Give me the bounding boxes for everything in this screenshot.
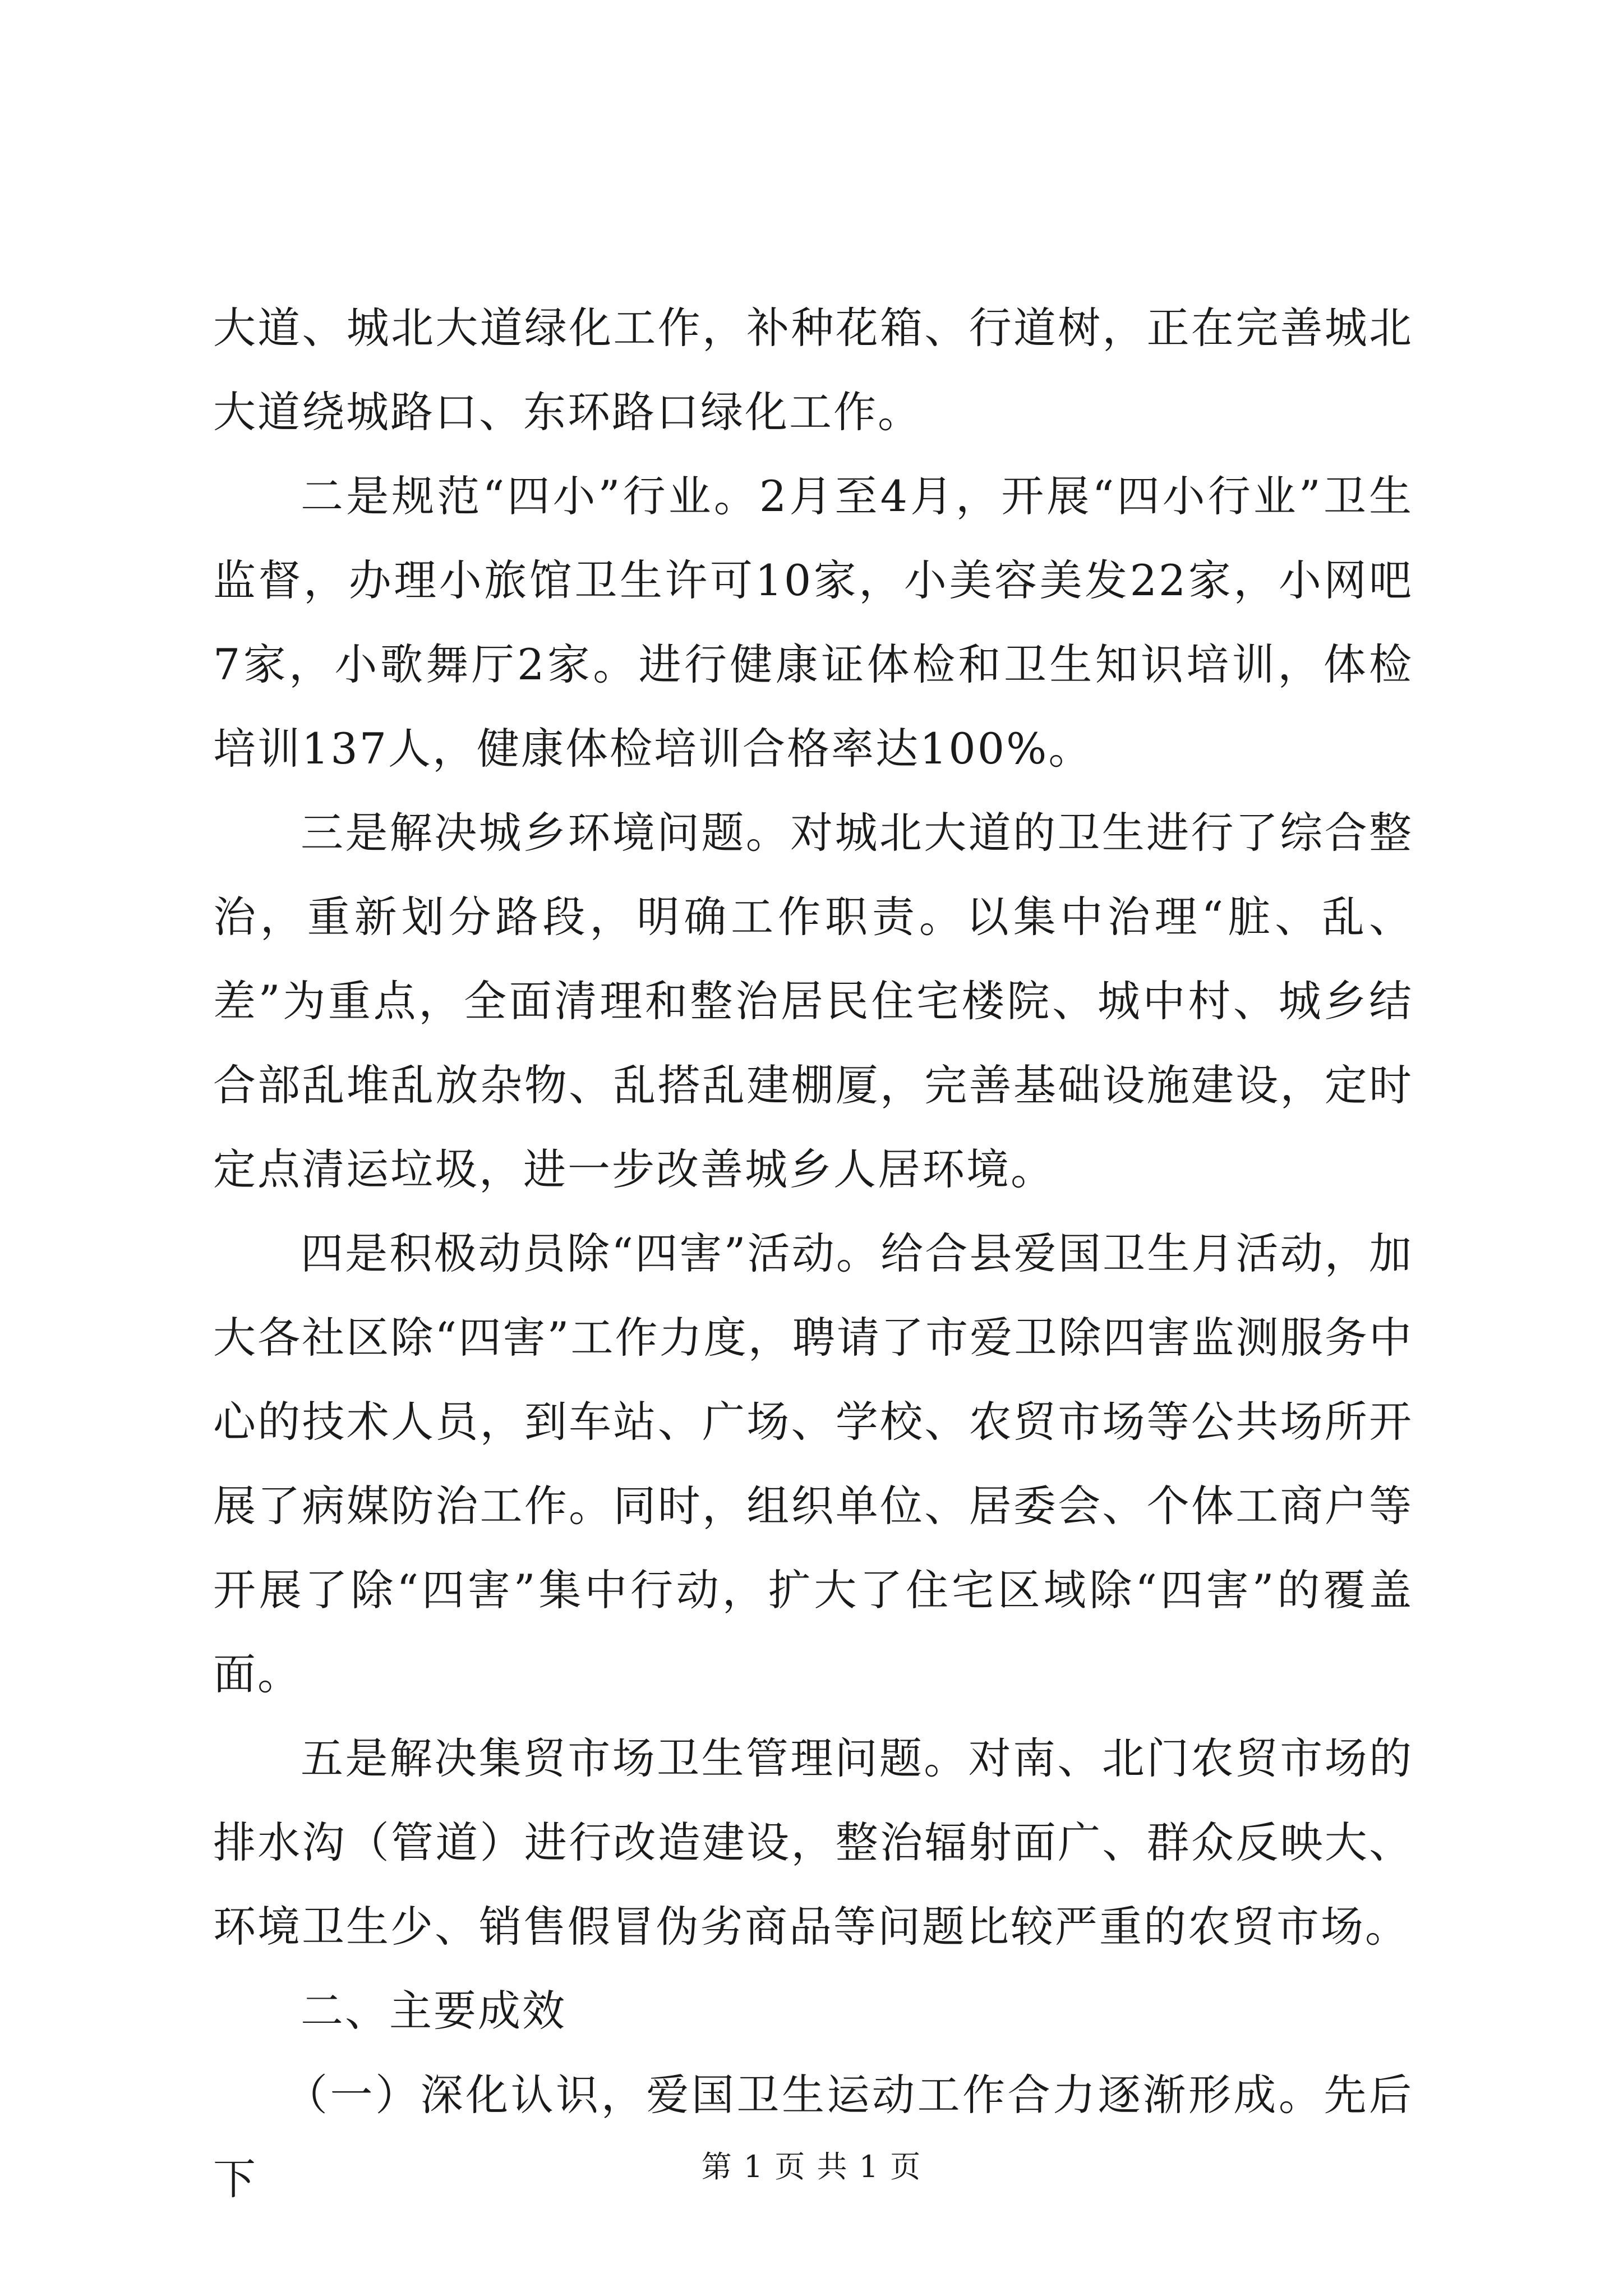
page-number-footer: 第 1 页 共 1 页 <box>701 2149 922 2184</box>
paragraph-market-sanitation: 五是解决集贸市场卫生管理问题。对南、北门农贸市场的排水沟（管道）进行改造建设，整治辐射面广、群众反映大、环境卫生少、销售假冒伪劣商品等问题比较严重的农贸市场。 <box>213 1733 1413 1952</box>
document-body <box>213 286 1413 2221</box>
paragraph-urban-rural-environment: 三是解决城乡环境问题。对城北大道的卫生进行了综合整治，重新划分路段，明确工作职责。以集中治理“脏、乱、差”为重点，全面清理和整治居民住宅楼院、城中村、城乡结合部乱堆乱放杂物、乱搭乱建棚厦，完善基础设施建设，定时定点清运垃圾，进一步改善城乡人居环境。 <box>213 808 1413 1194</box>
paragraph-deepen-understanding: （一）深化认识，爱国卫生运动工作合力逐渐形成。先后下 <box>213 2070 1413 2204</box>
paragraph-four-pests: 四是积极动员除“四害”活动。给合县爱国卫生月活动，加大各社区除“四害”工作力度，聘请了市爱卫除四害监测服务中心的技术人员，到车站、广场、学校、农贸市场等公共场所开展了病媒防治工作。同时，组织单位、居委会、个体工商户等开展了除“四害”集中行动，扩大了住宅区域除“四害”的覆盖面。 <box>213 1228 1413 1699</box>
paragraph-four-small-industries: 二是规范“四小”行业。2月至4月，开展“四小行业”卫生监督，办理小旅馆卫生许可10家，小美容美发22家，小网吧7家，小歌舞厅2家。进行健康证体检和卫生知识培训，体检培训137人，健康体检培训合格率达100%。 <box>213 471 1413 774</box>
paragraph-continuation: 大道、城北大道绿化工作，补种花箱、行道树，正在完善城北大道绕城路口、东环路口绿化工作。 <box>213 303 1413 437</box>
section-heading-main-results: 二、主要成效 <box>301 1986 566 2036</box>
